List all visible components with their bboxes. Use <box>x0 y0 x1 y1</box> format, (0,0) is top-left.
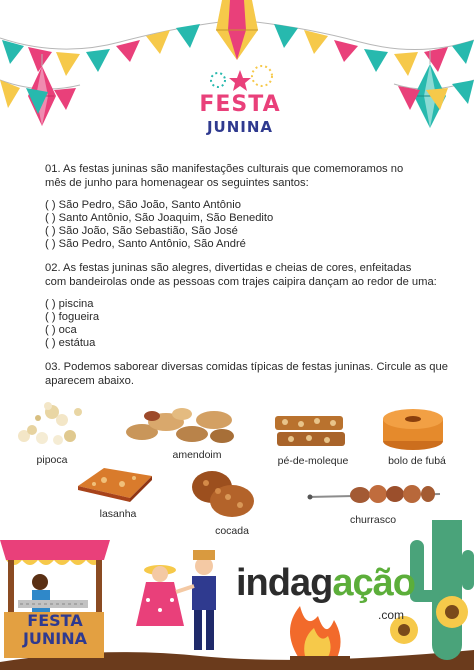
question-1-option-b: ( ) Santo Antônio, São Joaquim, São Benedito <box>45 212 274 224</box>
indagacao-watermark <box>236 562 415 606</box>
question-2-line-1: 02. As festas juninas são alegres, divertidas e cheias de cores, enfeitadas <box>45 262 412 274</box>
question-2-option-c: ( ) oca <box>45 324 77 336</box>
logo-festa-text: FESTA <box>199 92 281 117</box>
brand-text-part1: indag <box>236 562 333 604</box>
question-1-option-c: ( ) São João, São Sebastião, São José <box>45 225 238 237</box>
cocada-image <box>188 465 258 521</box>
question-2-option-b: ( ) fogueira <box>45 311 100 323</box>
amendoim-image <box>122 402 240 446</box>
brand-text-part2: ação <box>332 562 415 604</box>
question-1-line-2: mês de junho para homenagear os seguintes santos: <box>45 177 309 189</box>
cocada-label: cocada <box>215 525 249 537</box>
pe-de-moleque-label: pé-de-moleque <box>277 455 349 467</box>
brand-domain: .com <box>378 608 405 622</box>
churrasco-label: churrasco <box>349 514 397 526</box>
stall-sign <box>6 612 104 656</box>
question-1-option-a: ( ) São Pedro, São João, Santo Antônio <box>45 199 241 211</box>
pe-de-moleque-image <box>273 410 347 450</box>
churrasco-image <box>306 480 444 510</box>
question-2-line-2: com bandeirolas onde as pessoas com trajes caipira dançam ao redor de uma: <box>45 276 437 288</box>
question-3-line-2: aparecem abaixo. <box>45 375 134 387</box>
question-2-option-d: ( ) estátua <box>45 337 96 349</box>
bonfire-illustration <box>290 606 350 662</box>
festa-junina-logo <box>195 70 285 150</box>
question-1-option-d: ( ) São Pedro, Santo Antônio, São André <box>45 238 246 250</box>
pipoca-label: pipoca <box>36 454 68 466</box>
dancers-illustration <box>136 550 216 650</box>
stall-sign-festa: FESTA <box>27 611 83 630</box>
amendoim-label: amendoim <box>172 449 222 461</box>
question-1-line-1: 01. As festas juninas são manifestações culturais que comemoramos no <box>45 163 404 175</box>
stall-sign-junina: JUNINA <box>22 629 88 648</box>
pipoca-image <box>12 398 84 448</box>
bolo-de-fuba-image <box>380 405 446 451</box>
question-2-option-a: ( ) piscina <box>45 298 94 310</box>
question-3-line-1: 03. Podemos saborear diversas comidas típicas de festas juninas. Circule as que <box>45 361 448 373</box>
lasanha-image <box>74 462 156 504</box>
lasanha-label: lasanha <box>99 508 137 520</box>
lantern-center <box>216 0 258 60</box>
bolo-de-fuba-label: bolo de fubá <box>388 455 446 467</box>
logo-junina-text: JUNINA <box>206 118 274 136</box>
cactus-illustration <box>410 520 474 660</box>
